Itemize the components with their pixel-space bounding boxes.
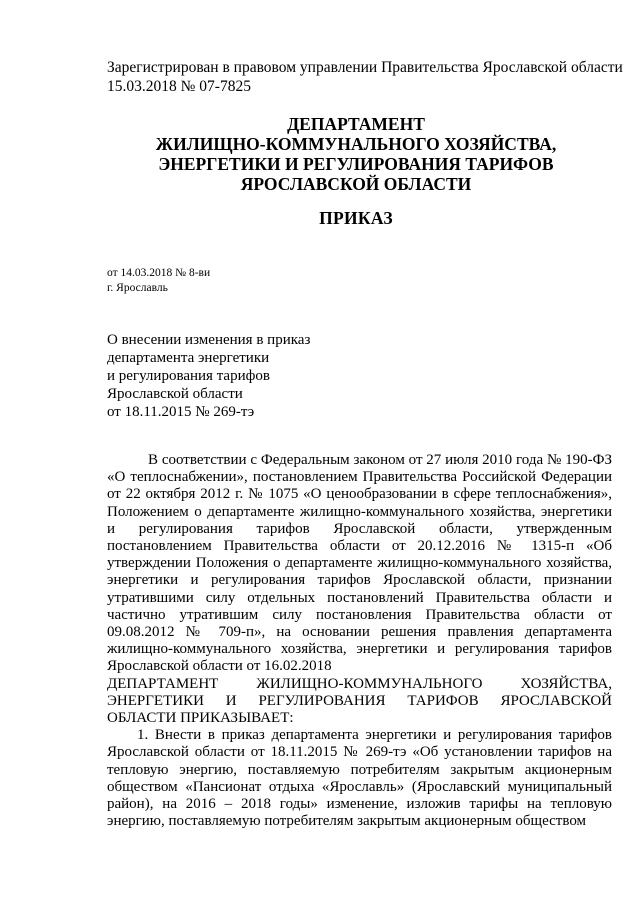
- subject-line: Ярославской области: [107, 386, 243, 402]
- subject-line: от 18.11.2015 № 269-тэ: [107, 404, 255, 420]
- document-meta: [107, 266, 210, 296]
- heading-line: ЭНЕРГЕТИКИ И РЕГУЛИРОВАНИЯ ТАРИФОВ: [158, 154, 554, 174]
- subject-line: О внесении изменения в приказ: [107, 332, 311, 348]
- document-body: [107, 452, 612, 830]
- heading-line: ЯРОСЛАВСКОЙ ОБЛАСТИ: [240, 174, 472, 194]
- preamble-paragraph: В соответствии с Федеральным законом от 27 июля 2010 года № 190-ФЗ «О теплоснабжении», постановлением Правительства Российской Федерации от 22 октября 2012 г. № 1075 «О ценообразовании в сфере теплоснабжения», Положением о департаменте жилищно-коммунального хозяйства, энергетики и регулирования тарифов Ярославской области, утвержденным постановлением Правительства области от 20.12.2016 № 1315-п «Об утверждении Положения о департаменте жилищно-коммунального хозяйства, энергетики и регулирования тарифов Ярославской области, признании утратившими силу отдельных постановлений Правительства области и частично утратившим силу постановления Правительства области от 09.08.2012 № 709-п», на основании решения правления департамента жилищно-коммунального хозяйства, энергетики и регулирования тарифов Ярославской области от 16.02.2018: [107, 452, 612, 675]
- department-heading: [96, 114, 616, 194]
- order-line: ДЕПАРТАМЕНТ ЖИЛИЩНО-КОММУНАЛЬНОГО ХОЗЯЙСТВА,: [107, 675, 612, 692]
- order-line: ЭНЕРГЕТИКИ И РЕГУЛИРОВАНИЯ ТАРИФОВ ЯРОСЛАВСКОЙ: [107, 692, 612, 709]
- date-number: от 14.03.2018 № 8-ви: [107, 267, 211, 279]
- subject-line: департамента энергетики: [107, 350, 270, 366]
- order-line: ОБЛАСТИ ПРИКАЗЫВАЕТ:: [107, 710, 294, 727]
- document-type: ПРИКАЗ: [319, 208, 393, 228]
- heading-line: ЖИЛИЩНО-КОММУНАЛЬНОГО ХОЗЯЙСТВА,: [155, 134, 557, 154]
- registration-date: 15.03.2018 № 07-7825: [107, 78, 251, 95]
- city: г. Ярославль: [107, 282, 168, 294]
- item-paragraph: 1. Внести в приказ департамента энергетики и регулирования тарифов Ярославской области от 18.11.2015 № 269-тэ «Об установлении тарифов на тепловую энергию, поставляемую потребителям закрытым акционерным обществом «Пансионат отдыха «Ярославль» (Ярославский муниципальный район), на 2016 – 2018 годы» изменение, изложив тарифы на тепловую энергию, поставляемую потребителям закрытым акционерным обществом: [107, 727, 612, 830]
- subject-line: и регулирования тарифов: [107, 368, 270, 384]
- document-subject: [107, 331, 310, 421]
- registration-line: Зарегистрирован в правовом управлении Правительства Ярославской области: [107, 59, 623, 76]
- registration-note: [107, 58, 623, 96]
- heading-line: ДЕПАРТАМЕНТ: [287, 114, 425, 134]
